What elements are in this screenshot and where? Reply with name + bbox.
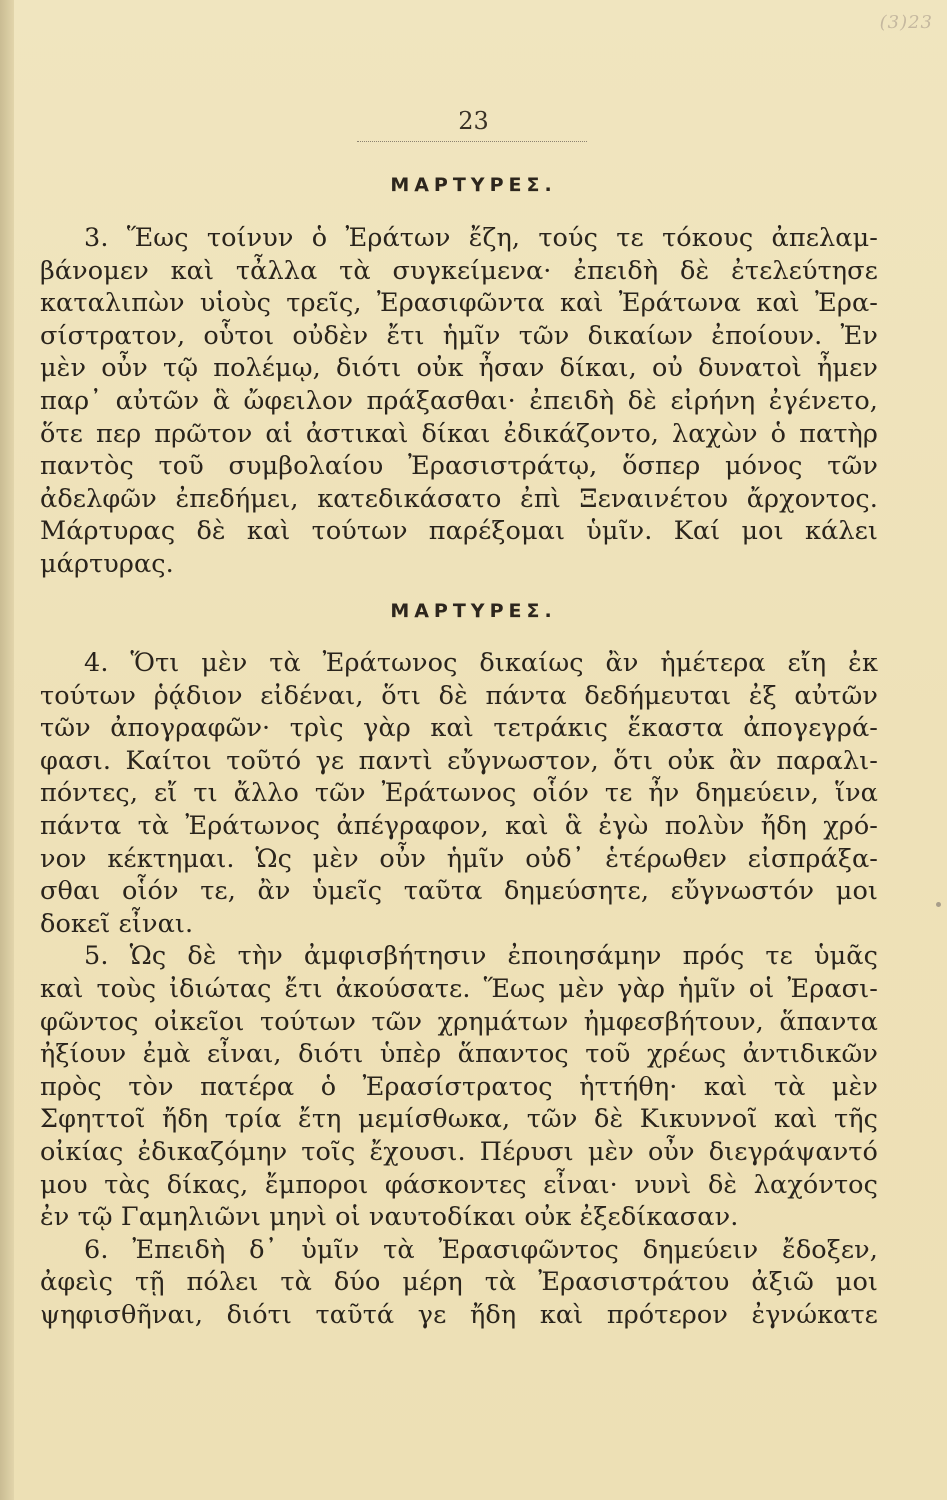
margin-speck [936, 902, 941, 907]
text-line: πόντες, εἴ τι ἄλλο τῶν Ἐράτωνος οἷόν τε ἦν δημεύειν, ἵνα [40, 778, 878, 809]
text-line: οἰκίας ἐδικαζόμην τοῖς ἔχουσι. Πέρυσι μὲν οὖν διεγράψαντό [40, 1136, 878, 1167]
text-line: ἀφεὶς τῇ πόλει τὰ δύο μέρη τὰ Ἐρασιστράτου ἀξιῶ μοι [40, 1267, 878, 1298]
text-line: τῶν ἀπογραφῶν· τρὶς γὰρ καὶ τετράκις ἕκαστα ἀπογεγρά- [40, 713, 878, 744]
text-line: 3. Ἕως τοίνυν ὁ Ἐράτων ἔζη, τούς τε τόκους ἀπελαμ- [84, 223, 878, 253]
text-line: ἐν τῷ Γαμηλιῶνι μηνὶ οἱ ναυτοδίκαι οὐκ ἐξεδίκασαν. [40, 1202, 739, 1233]
section-heading-witnesses-2: ΜΑΡΤΥΡΕΣ. [390, 600, 557, 622]
text-line: βάνομεν καὶ τἆλλα τὰ συγκείμενα· ἐπειδὴ δὲ ἐτελεύτησε [40, 255, 878, 286]
text-line: δοκεῖ εἶναι. [40, 908, 194, 939]
text-line: πρὸς τὸν πατέρα ὁ Ἐρασίστρατος ἡττήθη· καὶ τὰ μὲν [40, 1071, 878, 1102]
text-line: 5. Ὡς δὲ τὴν ἀμφισβήτησιν ἐποιησάμην πρός τε ὑμᾶς [84, 941, 878, 972]
text-line: ἠξίουν ἐμὰ εἶναι, διότι ὑπὲρ ἅπαντος τοῦ χρέως ἀντιδικῶν [40, 1039, 878, 1070]
text-line: παντὸς τοῦ συμβολαίου Ἐρασιστράτῳ, ὅσπερ μόνος τῶν [40, 451, 878, 482]
page-spine-edge [0, 0, 14, 1500]
text-line: νον κέκτημαι. Ὡς μὲν οὖν ἡμῖν οὐδ᾽ ἑτέρωθεν εἰσπράξα- [40, 843, 878, 874]
section-heading-witnesses-1: ΜΑΡΤΥΡΕΣ. [390, 174, 557, 196]
paragraph-sections-4-6 [40, 647, 878, 1331]
text-line: ψηφισθῆναι, διότι ταῦτά γε ἤδη καὶ πρότερον ἐγνώκατε [40, 1299, 878, 1330]
text-line: φασι. Καίτοι τοῦτό γε παντὶ εὔγνωστον, ὅτι οὐκ ἂν παραλι- [40, 745, 878, 776]
page-number-underline [357, 141, 587, 142]
text-line: τούτων ῥᾴδιον εἰδέναι, ὅτι δὲ πάντα δεδήμευται ἐξ αὐτῶν [40, 680, 878, 711]
text-line: σίστρατον, οὗτοι οὐδὲν ἔτι ἡμῖν τῶν δικαίων ἐποίουν. Ἐν [40, 320, 878, 351]
text-line: σθαι οἷόν τε, ἂν ὑμεῖς ταῦτα δημεύσητε, εὔγνωστόν μοι [40, 876, 878, 907]
text-line: μὲν οὖν τῷ πολέμῳ, διότι οὐκ ἦσαν δίκαι, οὐ δυνατοὶ ἦμεν [40, 353, 878, 384]
text-line: ἀδελφῶν ἐπεδήμει, κατεδικάσατο ἐπὶ Ξεναινέτου ἄρχοντος. [40, 483, 878, 514]
text-line: καὶ τοὺς ἰδιώτας ἔτι ἀκούσατε. Ἕως μὲν γὰρ ἡμῖν οἱ Ἐρασι- [40, 973, 878, 1004]
page-number: 23 [458, 107, 489, 135]
text-line: 6. Ἐπειδὴ δ᾽ ὑμῖν τὰ Ἐρασιφῶντος δημεύειν ἔδοξεν, [84, 1234, 878, 1265]
paragraph-section-3 [40, 222, 878, 581]
text-line: παρ᾽ αὐτῶν ἃ ὤφειλον πράξασθαι· ἐπειδὴ δὲ εἰρήνη ἐγένετο, [40, 385, 878, 416]
text-line: μάρτυρας. [40, 548, 174, 579]
text-line: Μάρτυρας δὲ καὶ τούτων παρέξομαι ὑμῖν. Καί μοι κάλει [40, 516, 878, 547]
text-line: Σφηττοῖ ἤδη τρία ἔτη μεμίσθωκα, τῶν δὲ Κικυννοῖ καὶ τῆς [40, 1104, 878, 1135]
library-shelf-mark: (3)23 [879, 12, 933, 33]
text-line: μου τὰς δίκας, ἔμποροι φάσκοντες εἶναι· νυνὶ δὲ λαχόντος [40, 1169, 878, 1200]
text-line: 4. Ὅτι μὲν τὰ Ἐράτωνος δικαίως ἂν ἡμέτερα εἴη ἐκ [84, 648, 878, 678]
text-line: καταλιπὼν υἱοὺς τρεῖς, Ἐρασιφῶντα καὶ Ἐράτωνα καὶ Ἐρα- [40, 288, 878, 319]
text-line: φῶντος οἰκεῖοι τούτων τῶν χρημάτων ἠμφεσβήτουν, ἅπαντα [40, 1006, 878, 1037]
text-line: ὅτε περ πρῶτον αἱ ἀστικαὶ δίκαι ἐδικάζοντο, λαχὼν ὁ πατὴρ [40, 418, 878, 449]
text-line: πάντα τὰ Ἐράτωνος ἀπέγραφον, καὶ ἃ ἐγὼ πολὺν ἤδη χρό- [40, 810, 878, 841]
